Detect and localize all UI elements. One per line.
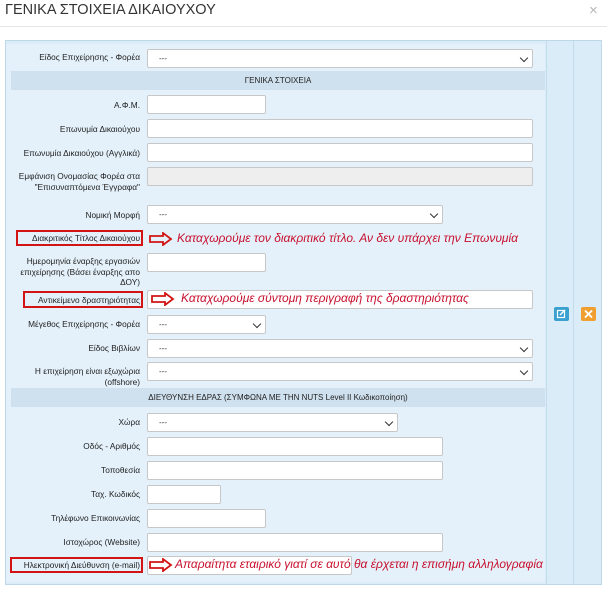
arrow-right-icon — [149, 558, 173, 572]
location-input[interactable] — [147, 461, 443, 480]
website-input[interactable] — [147, 533, 443, 552]
offshore-select[interactable] — [147, 362, 533, 381]
section-general-header: ΓΕΝΙΚΑ ΣΤΟΙΧΕΙΑ — [11, 71, 545, 90]
activity-label: Αντικείμενο δραστηριότητας — [38, 295, 140, 305]
email-label: Ηλεκτρονική Διεύθυνση (e-mail) — [23, 560, 140, 570]
name-input[interactable] — [147, 119, 533, 138]
annotation-activity: Καταχωρούμε σύντομη περιγραφή της δραστηριότητας — [181, 291, 469, 305]
edit-button[interactable] — [554, 307, 569, 321]
delete-button[interactable] — [581, 307, 596, 321]
section-address-header: ΔΙΕΥΘΥΝΣΗ ΕΔΡΑΣ (ΣΥΜΦΩΝΑ ΜΕ ΤΗΝ NUTS Level II Κωδικοποίηση) — [11, 388, 545, 407]
chevron-down-icon — [520, 344, 528, 352]
chevron-down-icon — [520, 367, 528, 375]
chevron-down-icon — [253, 320, 261, 328]
country-value: --- — [159, 418, 167, 427]
business-type-select[interactable] — [147, 49, 533, 68]
country-select[interactable] — [147, 413, 398, 432]
size-value: --- — [159, 320, 167, 329]
country-label: Χώρα — [118, 417, 140, 427]
header-divider — [0, 26, 607, 27]
display-name-label: Εμφάνιση Ονομασίας Φορέα στα "Επισυναπτόμενα Έγγραφα" — [18, 171, 140, 192]
column-divider — [546, 41, 547, 584]
size-select[interactable] — [147, 315, 266, 334]
display-name-input — [147, 167, 533, 186]
phone-input[interactable] — [147, 509, 266, 528]
column-divider — [573, 41, 574, 584]
legal-form-label: Νομική Μορφή — [85, 210, 140, 220]
name-label: Επωνυμία Δικαιούχου — [59, 124, 140, 134]
business-type-value: --- — [159, 54, 167, 63]
edit-icon — [554, 307, 569, 321]
location-label: Τοποθεσία — [101, 465, 140, 475]
street-label: Οδός - Αριθμός — [83, 441, 140, 451]
close-icon[interactable]: × — [589, 2, 598, 19]
books-label: Είδος Βιβλίων — [88, 343, 140, 353]
delete-icon — [581, 307, 596, 321]
books-value: --- — [159, 344, 167, 353]
chevron-down-icon — [385, 418, 393, 426]
chevron-down-icon — [520, 54, 528, 62]
arrow-right-icon — [151, 292, 175, 306]
size-label: Μέγεθος Επιχείρησης - Φορέα — [28, 319, 140, 329]
arrow-right-icon — [149, 232, 173, 246]
annotation-email: Απαραίτητα εταιρικό γιατί σε αυτό θα έρχεται η επισήμη αλληλογραφία — [175, 557, 543, 571]
offshore-label: Η επιχείρηση είναι εξωχώρια (offshore) — [34, 366, 140, 387]
phone-label: Τηλέφωνο Επικοινωνίας — [51, 513, 140, 523]
start-date-label: Ημερομηνία έναρξης εργασιών επιχείρησης (Βάσει έναρξης απο ΔΟΥ) — [20, 256, 140, 287]
afm-label: Α.Φ.Μ. — [114, 100, 140, 110]
street-input[interactable] — [147, 437, 443, 456]
website-label: Ιστοχώρος (Website) — [63, 537, 140, 547]
offshore-value: --- — [159, 367, 167, 376]
legal-form-select[interactable] — [147, 205, 443, 224]
distinctive-title-label: Διακριτικός Τίτλος Δικαιούχου — [31, 233, 140, 243]
chevron-down-icon — [430, 210, 438, 218]
annotation-distinctive-title: Καταχωρούμε τον διακριτικό τίτλο. Αν δεν υπάρχει την Επωνυμία — [177, 231, 519, 245]
name-en-input[interactable] — [147, 143, 533, 162]
name-en-label: Επωνυμία Δικαιούχου (Αγγλικά) — [23, 148, 140, 158]
start-date-input[interactable] — [147, 253, 266, 272]
books-select[interactable] — [147, 339, 533, 358]
business-type-label: Είδος Επιχείρησης - Φορέα — [39, 52, 140, 62]
postal-code-label: Ταχ. Κωδικός — [91, 489, 140, 499]
legal-form-value: --- — [159, 210, 167, 219]
modal-title: ΓΕΝΙΚΑ ΣΤΟΙΧΕΙΑ ΔΙΚΑΙΟΥΧΟΥ — [5, 2, 216, 18]
postal-code-input[interactable] — [147, 485, 221, 504]
afm-input[interactable] — [147, 95, 266, 114]
